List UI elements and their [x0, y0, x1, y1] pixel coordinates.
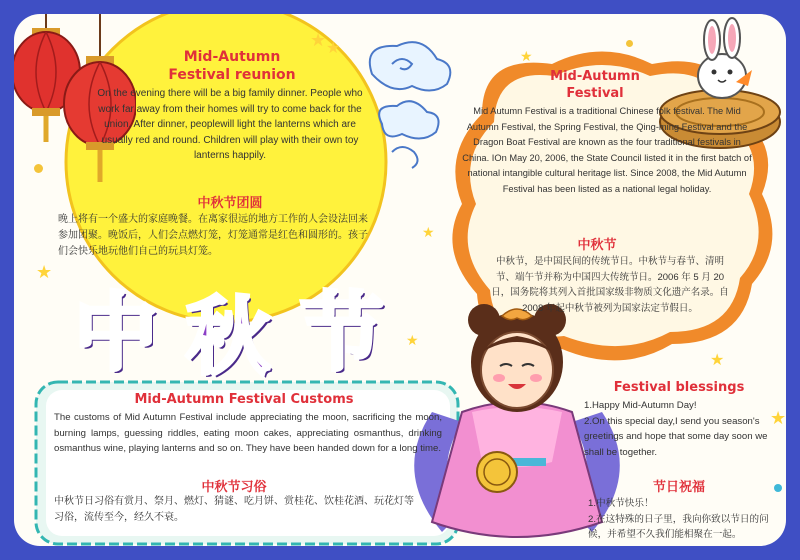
star-icon: ★	[36, 262, 53, 283]
reunion-title	[142, 48, 322, 84]
festival-cn-title: 中秋节	[577, 238, 617, 253]
blessings-cn-line1: 1.中秋节快乐！	[588, 498, 654, 509]
blessings-cn-line2: 2.在这特殊的日子里，我向你致以节日的问候，并希望不久我们能相聚在一起。	[588, 513, 769, 540]
customs-title: Mid-Autumn Festival Customs	[134, 392, 354, 407]
star-icon: ★	[326, 38, 341, 57]
reunion-cn-title: 中秋节团圆	[197, 196, 263, 211]
reunion-title-line2: Festival reunion	[168, 67, 296, 83]
banner-char-3: 节	[300, 284, 385, 382]
customs-text: The customs of Mid Autumn Festival include appreciating the moon, sacrificing the moon, burning lamps, guessing riddles, eating moon cakes, appreciating osmanthus, drinking osmanthus wine, playing lanterns and so on. They have been handed down for a long time.	[54, 412, 442, 454]
star-icon: ★	[422, 225, 435, 241]
poster-sheet	[14, 14, 786, 546]
blessings-title: Festival blessings	[613, 380, 745, 395]
festival-title-line2: Festival	[566, 86, 624, 101]
blessings-line2: 2.On this special day,I send you season's greetings and hope that some day soon we shall be together.	[584, 415, 768, 458]
festival-title-line1: Mid-Autumn	[550, 69, 640, 84]
blessings-cn-lines	[588, 496, 778, 543]
festival-text: Mid Autumn Festival is a traditional Chinese folk festival. The Mid Autumn Festival, the Spring Festival, the Qing-ming Festival and the Dragon Boat Festival are known as the four traditional festivals in China. IOn May 20, 2006, the State Council listed it in the first batch of national intangible cultural heritage list. Since 2008, the Mid Autumn Festival has been listed as a national legal holiday.	[462, 106, 752, 194]
reunion-title-line1: Mid-Autumn	[183, 49, 281, 65]
banner-char-2: 秋	[186, 288, 271, 386]
blessings-lines	[584, 398, 776, 460]
banner-char-1: 中	[74, 284, 159, 382]
festival-cn-text: 中秋节，是中国民间的传统节日。中秋节与春节、清明节、端午节并称为中国四大传统节日。2006 年 5 月 20 日，国务院将其列入首批国家级非物质文化遗产名录。自 2008 年起中秋节被列为国家法定节假日。	[491, 256, 729, 314]
blessings-cn-title: 节日祝福	[652, 480, 705, 495]
blessings-line1: 1.Happy Mid-Autumn Day!	[584, 400, 697, 411]
banner	[74, 266, 424, 386]
star-icon: ★	[710, 350, 725, 369]
star-icon: ★	[520, 49, 533, 65]
customs-cn-text: 中秋节日习俗有赏月、祭月、燃灯、猜谜、吃月饼、赏桂花、饮桂花酒、玩花灯等习俗，流传至今，经久不衰。	[54, 496, 414, 523]
star-icon: ★	[406, 333, 419, 349]
reunion-text: On the evening there will be a big family dinner. People who work far away from their homes will try to come back for the union. After dinner, peoplewill light the lanterns which are usually red and round. Children will play with their own toy lanterns happily.	[97, 88, 363, 161]
reunion-cn-text: 晚上将有一个盛大的家庭晚餐。在离家很远的地方工作的人会设法回来参加团聚。晚饭后，人们会点燃灯笼，灯笼通常是红色和圆形的。孩子们会快乐地玩他们自己的玩具灯笼。	[58, 214, 368, 257]
star-icon: ★	[310, 30, 327, 51]
customs-cn-title: 中秋节习俗	[201, 480, 267, 495]
festival-title	[520, 68, 670, 102]
star-icon: ★	[770, 408, 786, 429]
